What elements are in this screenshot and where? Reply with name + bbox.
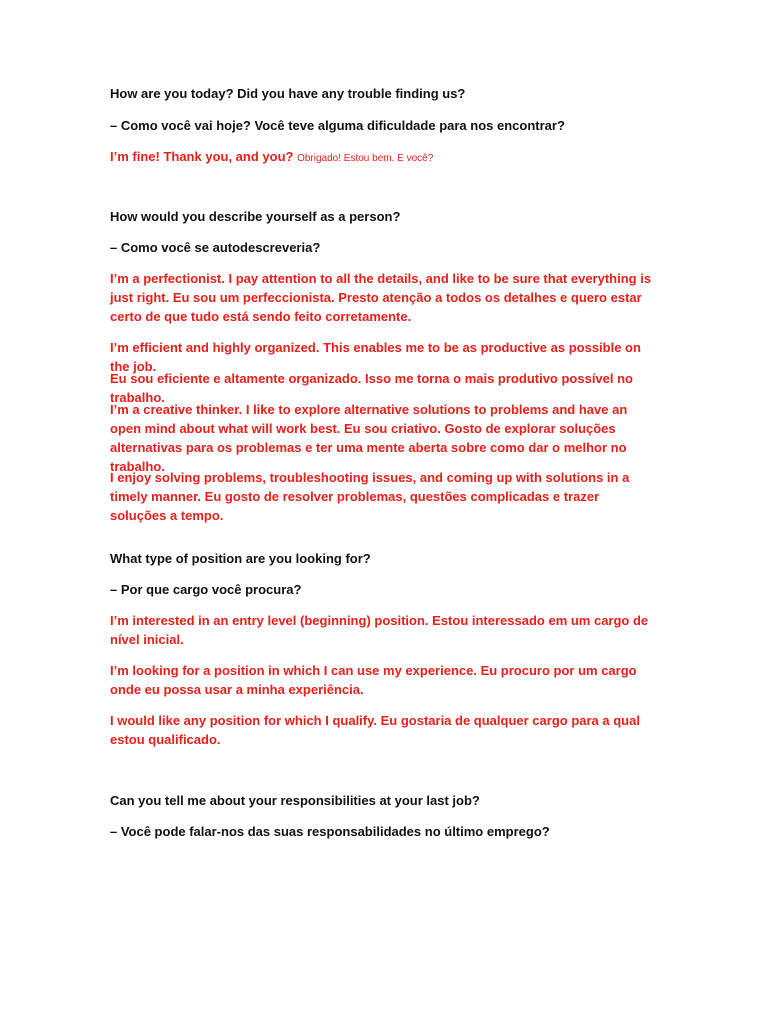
translation-2: – Como você se autodescreveria? [110,240,321,255]
translation-1: – Como você vai hoje? Você teve alguma dificuldade para nos encontrar? [110,118,565,133]
question-3: What type of position are you looking for? [110,551,371,566]
answer-2-3: Eu sou eficiente e altamente organizado. Isso me torna o mais produtivo possível no trabalho. [110,371,634,405]
answer-3-2: I’m looking for a position in which I can use my experience. Eu procuro por um cargo onde eu possa usar a minha experiência. [110,663,637,697]
translation-3: – Por que cargo você procura? [110,582,302,597]
question-4: Can you tell me about your responsibilities at your last job? [110,793,480,808]
answer-1 [110,147,658,168]
answer-1-main: I’m fine! Thank you, and you? [110,149,294,164]
question-1: How are you today? Did you have any trouble finding us? [110,86,466,101]
answer-2-5: I enjoy solving problems, troubleshooting issues, and coming up with solutions in a timely manner. Eu gosto de resolver problemas, questões complicadas e trazer soluções a tempo. [110,470,630,523]
answer-2-4: I’m a creative thinker. I like to explore alternative solutions to problems and have an open mind about what will work best. Eu sou criativo. Gosto de explorar soluções alternativas para os problemas e ter uma mente aberta sobre como dar o melhor no trabalho. [110,402,628,474]
answer-2-1: I’m a perfectionist. I pay attention to all the details, and like to be sure that everything is just right. Eu sou um perfeccionista. Presto atenção a todos os detalhes e quero estar certo de que tudo está sendo feito corretamente. [110,271,652,324]
answer-1-inline: Obrigado! Estou bem. E você? [297,153,434,164]
question-2: How would you describe yourself as a person? [110,209,401,224]
translation-4: – Você pode falar-nos das suas responsabilidades no último emprego? [110,824,550,839]
answer-2-2: I’m efficient and highly organized. This enables me to be as productive as possible on the job. [110,340,641,374]
answer-3-1: I’m interested in an entry level (beginning) position. Estou interessado em um cargo de nível inicial. [110,613,649,647]
answer-3-3: I would like any position for which I qualify. Eu gostaria de qualquer cargo para a qual estou qualificado. [110,713,640,747]
